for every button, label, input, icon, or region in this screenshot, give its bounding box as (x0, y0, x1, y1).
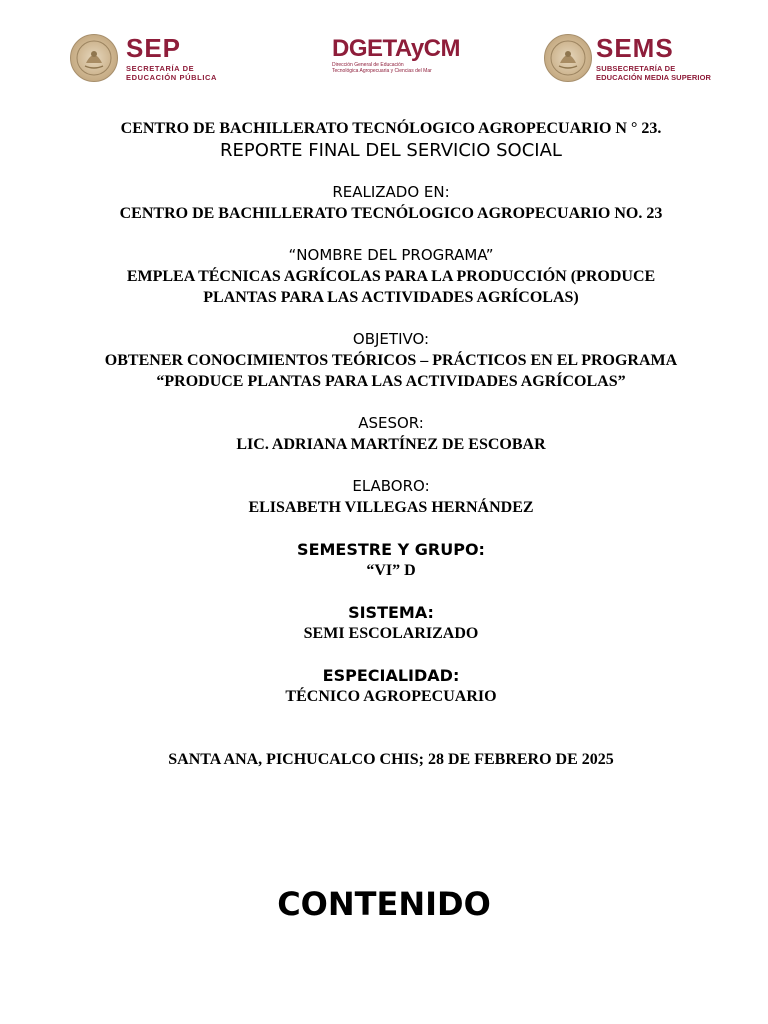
institution-name: CENTRO DE BACHILLERATO TECNÓLOGICO AGROPECUARIO N ° 23. (120, 120, 662, 137)
objective-line-1: OBTENER CONOCIMIENTOS TEÓRICOS – PRÁCTICOS EN EL PROGRAMA (104, 352, 678, 369)
specialty-label: ESPECIALIDAD: (322, 666, 460, 685)
performed-at-value: CENTRO DE BACHILLERATO TECNÓLOGICO AGROPECUARIO NO. 23 (119, 205, 663, 222)
dgetaycm-logo-title: DGETAyCM (332, 35, 460, 62)
sep-logo (70, 34, 217, 82)
program-name-line-1: EMPLEA TÉCNICAS AGRÍCOLAS PARA LA PRODUCCIÓN (PRODUCE (126, 268, 656, 285)
sems-logo-title: SEMS (596, 32, 674, 63)
system-value: SEMI ESCOLARIZADO (303, 625, 479, 642)
specialty-value: TÉCNICO AGROPECUARIO (285, 688, 497, 705)
advisor-label: ASESOR: (358, 414, 424, 432)
sems-logo-subtitle-1: SUBSECRETARÍA DE (596, 63, 676, 73)
author-label: ELABORO: (352, 477, 430, 495)
national-seal-icon (544, 34, 592, 82)
system-label: SISTEMA: (348, 603, 434, 622)
dgetaycm-logo-subtitle-1: Dirección General de Educación (332, 62, 404, 68)
advisor-name: LIC. ADRIANA MARTÍNEZ DE ESCOBAR (236, 436, 546, 453)
cover-page-body (40, 118, 742, 770)
sems-logo (544, 34, 711, 82)
dgetaycm-logo (332, 36, 460, 74)
program-name-line-2: PLANTAS PARA LAS ACTIVIDADES AGRÍCOLAS) (203, 289, 579, 306)
national-seal-icon (70, 34, 118, 82)
sep-logo-title: SEP (126, 32, 182, 63)
report-title: REPORTE FINAL DEL SERVICIO SOCIAL (220, 140, 562, 161)
sems-logo-subtitle-2: EDUCACIÓN MEDIA SUPERIOR (596, 72, 712, 82)
sep-logo-subtitle-1: SECRETARÍA DE (126, 63, 195, 73)
author-name: ELISABETH VILLEGAS HERNÁNDEZ (248, 499, 534, 516)
performed-at-label: REALIZADO EN: (332, 183, 450, 201)
sep-logo-subtitle-2: EDUCACIÓN PÚBLICA (126, 72, 218, 82)
semester-label: SEMESTRE Y GRUPO: (297, 540, 485, 559)
dgetaycm-logo-subtitle-2: Tecnológica Agropecuaria y Ciencias del Mar (332, 68, 432, 74)
program-label: “NOMBRE DEL PROGRAMA” (288, 246, 494, 264)
objective-line-2: “PRODUCE PLANTAS PARA LAS ACTIVIDADES AGRÍCOLAS” (156, 373, 626, 390)
objective-label: OBJETIVO: (352, 330, 430, 348)
contents-heading: CONTENIDO (277, 885, 491, 923)
place-and-date: SANTA ANA, PICHUCALCO CHIS; 28 DE FEBRERO DE 2025 (168, 751, 614, 768)
semester-value: “VI” D (366, 562, 416, 579)
page-header (0, 0, 768, 100)
